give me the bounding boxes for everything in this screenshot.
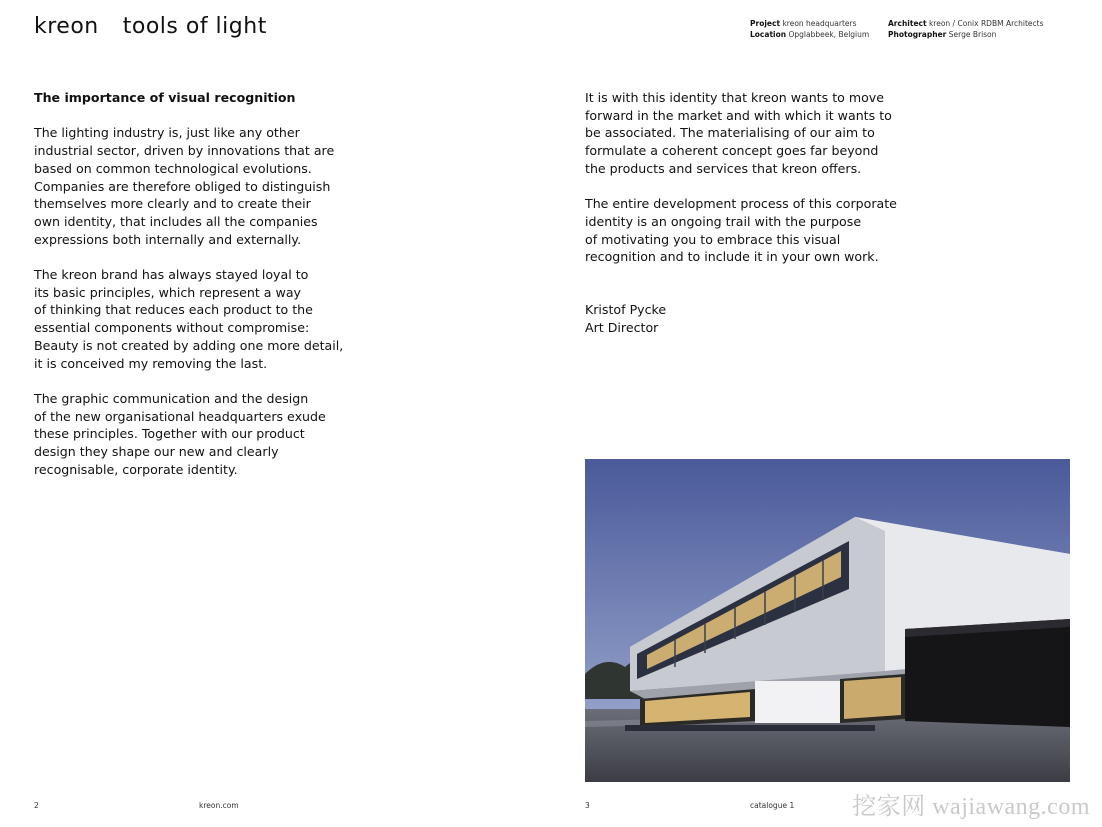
location-value: Opglabbeek, Belgium [788, 30, 870, 39]
catalogue-label: catalogue 1 [750, 801, 795, 810]
brand-tagline: tools of light [122, 14, 267, 39]
page-number-right: 3 [585, 801, 590, 810]
section-heading: The importance of visual recognition [34, 90, 296, 105]
site-link[interactable]: kreon.com [199, 801, 239, 810]
signature: Kristof Pycke Art Director [585, 302, 667, 335]
paragraph: It is with this identity that kreon wants to move forward in the market and with which it wants to be associated. The materialising of our aim to formulate a coherent concept goes far beyond the products and services that kreon offers. [585, 90, 892, 176]
credits-meta [888, 18, 1043, 40]
architect-label: Architect [888, 19, 927, 28]
project-label: Project [750, 19, 781, 28]
brand-name: kreon [34, 14, 99, 39]
project-value: kreon headquarters [782, 19, 857, 28]
paragraph: The lighting industry is, just like any other industrial sector, driven by innovations that are based on common technological evolutions. Companies are therefore obliged to distinguish themselves more clearly and to create their own identity, that includes all the companies expressions both internally and externally. [34, 125, 335, 247]
page-number-left: 2 [34, 801, 39, 810]
right-column [585, 89, 925, 336]
project-meta [750, 18, 869, 40]
photographer-value: Serge Brison [948, 30, 997, 39]
architect-value: kreon / Conix RDBM Architects [928, 19, 1044, 28]
watermark: 挖家网 wajiawang.com [852, 794, 1090, 820]
paragraph: The graphic communication and the design of the new organisational headquarters exude these principles. Together with our product design they shape our new and clearly recognisable, corporate identity. [34, 390, 326, 477]
paragraph: The entire development process of this corporate identity is an ongoing trail with the purpose of motivating you to embrace this visual recognition and to include it in your own work. [585, 196, 897, 265]
paragraph: The kreon brand has always stayed loyal to its basic principles, which represent a way of thinking that reduces each product to the essential components without compromise: Beauty is not created by adding one more detail, it is conceived my removing the last. [34, 267, 344, 371]
left-column [34, 89, 374, 496]
headquarters-photo [585, 459, 1070, 782]
brand-header [34, 14, 267, 39]
building-illustration [585, 459, 1070, 782]
location-label: Location [750, 30, 787, 39]
photographer-label: Photographer [888, 30, 947, 39]
